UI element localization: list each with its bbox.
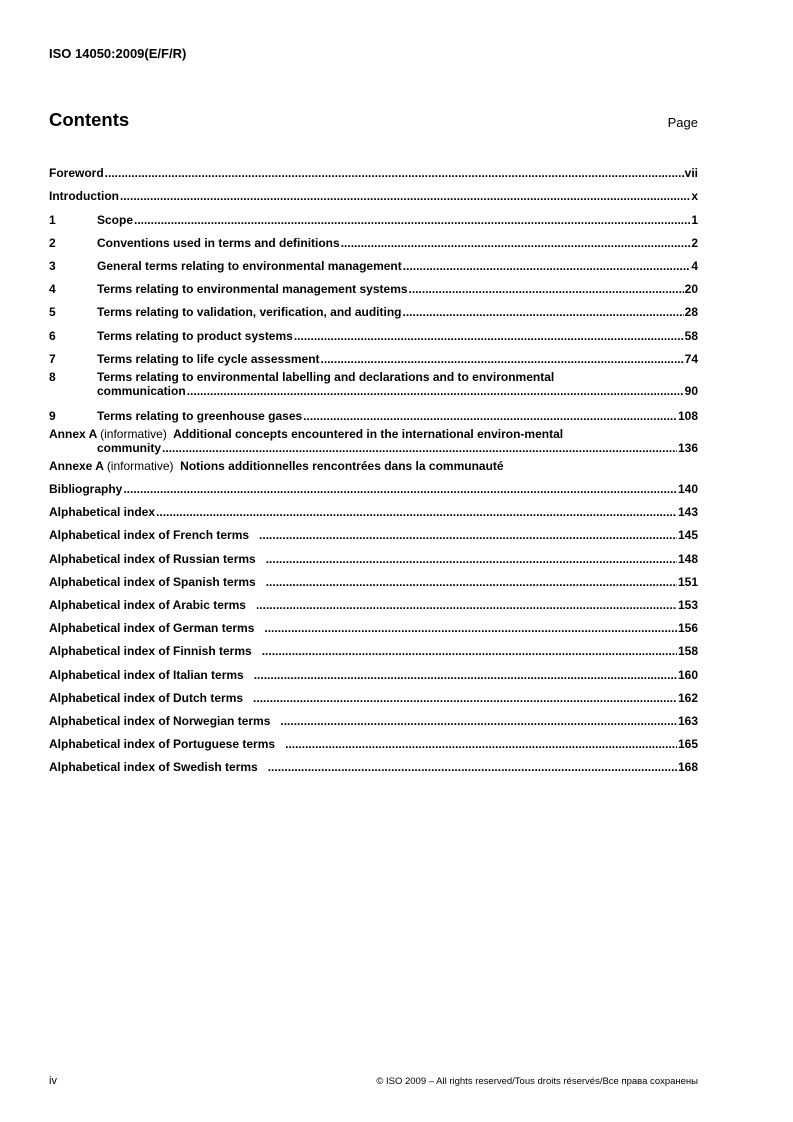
toc-entry-page: vii (684, 166, 698, 181)
toc-entry-page: 145 (677, 528, 698, 543)
toc-entry-title: Terms relating to environmental management systems (97, 282, 408, 297)
dot-leader (256, 598, 677, 612)
toc-entry-index-portuguese[interactable] (49, 728, 698, 751)
toc-entry-page: 158 (677, 644, 698, 659)
toc-entry-title: Alphabetical index of Norwegian terms (49, 713, 271, 728)
toc-entry-number: 2 (49, 235, 56, 250)
toc-entry-number: 1 (49, 212, 56, 227)
toc-entry-title: Bibliography (49, 482, 123, 497)
toc-entry-title: Alphabetical index of Arabic terms (49, 598, 246, 612)
toc-entry-page: 108 (677, 408, 698, 423)
dot-leader (403, 305, 684, 319)
toc-entry-page: x (691, 189, 698, 204)
dot-leader (285, 737, 677, 751)
toc-entry-page: 153 (677, 598, 698, 612)
toc-entry-title: Conventions used in terms and definitions (97, 235, 340, 250)
toc-entry-title: Notions additionnelles rencontrées dans la communauté (180, 458, 504, 473)
dot-leader (268, 760, 677, 774)
dot-leader (262, 644, 677, 658)
toc-entry-index-dutch[interactable] (49, 682, 698, 705)
toc-entry-number: 9 (49, 408, 56, 423)
toc-entry-title: Terms relating to product systems (97, 328, 293, 343)
dot-leader (403, 259, 691, 273)
toc-entry-number: 4 (49, 282, 56, 297)
toc-entry-number: 8 (49, 369, 56, 384)
toc-entry-title: Alphabetical index (49, 505, 156, 520)
document-id: ISO 14050:2009(E/F/R) (49, 46, 187, 61)
toc-entry-page: 136 (677, 440, 698, 455)
toc-entry-index-finnish[interactable] (49, 635, 698, 658)
toc-entry-page: 148 (677, 551, 698, 566)
toc-entry-page: 162 (677, 690, 698, 705)
toc-entry-annexe-a[interactable] (49, 457, 698, 473)
toc-entry-page: 143 (677, 505, 698, 520)
dot-leader (254, 668, 677, 682)
toc-entry-index-russian[interactable] (49, 542, 698, 565)
table-of-contents (49, 157, 698, 774)
toc-entry-page: 2 (691, 235, 698, 250)
dot-leader (123, 482, 677, 496)
toc-entry-index-swedish[interactable] (49, 751, 698, 774)
toc-entry-title: Terms relating to environmental labelling and declarations and to environmental (97, 369, 555, 384)
toc-entry-title: Alphabetical index of French terms (49, 528, 250, 543)
toc-entry-title: Alphabetical index of Portuguese terms (49, 737, 276, 752)
annex-label: Annex A (49, 426, 97, 441)
toc-entry-introduction[interactable] (49, 180, 698, 203)
dot-leader (264, 621, 677, 635)
footer-copyright: © ISO 2009 – All rights reserved/Tous droits réservés/Все права сохранены (376, 1076, 698, 1087)
toc-entry-page: 140 (677, 482, 698, 497)
toc-entry-index-french[interactable] (49, 519, 698, 542)
toc-entry-index-german[interactable] (49, 612, 698, 635)
toc-entry-page: 160 (677, 667, 698, 682)
toc-entry-title: Terms relating to life cycle assessment (97, 351, 320, 366)
dot-leader (134, 213, 690, 227)
toc-entry-annex-a[interactable] (49, 427, 698, 457)
toc-entry-clause-2[interactable] (49, 227, 698, 250)
toc-entry-number: 7 (49, 351, 56, 366)
toc-entry-page: 163 (677, 713, 698, 728)
toc-entry-title-continued: community (97, 440, 162, 455)
toc-entry-page: 165 (677, 737, 698, 752)
toc-entry-title: Alphabetical index of Spanish terms (49, 574, 256, 589)
dot-leader (120, 189, 690, 203)
toc-entry-clause-7[interactable] (49, 343, 698, 366)
toc-entry-title: Terms relating to greenhouse gases (97, 408, 303, 423)
dot-leader (187, 384, 684, 398)
footer-page-number: iv (49, 1075, 57, 1087)
toc-entry-page: 90 (684, 383, 698, 398)
dot-leader (303, 409, 677, 423)
toc-entry-clause-5[interactable] (49, 296, 698, 319)
toc-entry-clause-4[interactable] (49, 273, 698, 296)
toc-entry-page: 1 (691, 212, 698, 227)
toc-entry-title: Alphabetical index of Russian terms (49, 551, 256, 566)
toc-entry-title: Introduction (49, 189, 119, 204)
page-column-label: Page (667, 115, 698, 130)
toc-entry-page: 58 (684, 328, 698, 343)
toc-entry-title: Scope (97, 212, 134, 227)
toc-entry-title: Alphabetical index of Italian terms (49, 667, 244, 682)
toc-entry-clause-3[interactable] (49, 250, 698, 273)
dot-leader (266, 575, 677, 589)
dot-leader (259, 528, 677, 542)
toc-entry-foreword[interactable] (49, 157, 698, 180)
toc-entry-clause-8[interactable] (49, 370, 698, 400)
annex-informative: (informative) (100, 426, 167, 441)
toc-entry-clause-6[interactable] (49, 319, 698, 342)
dot-leader (321, 352, 684, 366)
toc-entry-number: 3 (49, 258, 56, 273)
toc-entry-title: Alphabetical index of Swedish terms (49, 760, 258, 775)
toc-entry-page: 156 (677, 621, 698, 636)
toc-entry-index-arabic[interactable] (49, 589, 698, 612)
toc-entry-page: 151 (677, 574, 698, 589)
dot-leader (162, 441, 677, 455)
toc-entry-title: Foreword (49, 166, 104, 181)
toc-entry-alphabetical-index[interactable] (49, 496, 698, 519)
toc-entry-title: Additional concepts encountered in the international environ-mental (173, 426, 564, 441)
toc-entry-page: 4 (691, 258, 698, 273)
toc-entry-page: 20 (684, 282, 698, 297)
dot-leader (105, 166, 684, 180)
toc-entry-index-italian[interactable] (49, 658, 698, 681)
toc-entry-title: Alphabetical index of German terms (49, 621, 255, 636)
toc-entry-clause-1[interactable] (49, 203, 698, 226)
toc-entry-page: 168 (677, 760, 698, 775)
toc-entry-number: 6 (49, 328, 56, 343)
dot-leader (266, 552, 677, 566)
toc-entry-title: General terms relating to environmental management (97, 258, 402, 273)
toc-entry-clause-9[interactable] (49, 400, 698, 423)
toc-entry-title: Alphabetical index of Finnish terms (49, 644, 252, 659)
annex-label: Annexe A (49, 458, 104, 473)
toc-entry-bibliography[interactable] (49, 473, 698, 496)
dot-leader (156, 505, 677, 519)
toc-entry-page: 74 (684, 351, 698, 366)
dot-leader (253, 691, 677, 705)
toc-entry-index-norwegian[interactable] (49, 705, 698, 728)
toc-entry-title-continued: communication (97, 383, 186, 398)
page-title: Contents (49, 109, 130, 130)
toc-entry-number: 5 (49, 305, 56, 320)
dot-leader (294, 329, 684, 343)
toc-entry-page: 28 (684, 305, 698, 320)
dot-leader (341, 236, 691, 250)
annex-informative: (informative) (106, 458, 174, 473)
toc-entry-index-spanish[interactable] (49, 566, 698, 589)
dot-leader (280, 714, 677, 728)
toc-entry-title: Alphabetical index of Dutch terms (49, 690, 244, 705)
dot-leader (409, 282, 684, 296)
toc-entry-title: Terms relating to validation, verification, and auditing (97, 305, 402, 320)
